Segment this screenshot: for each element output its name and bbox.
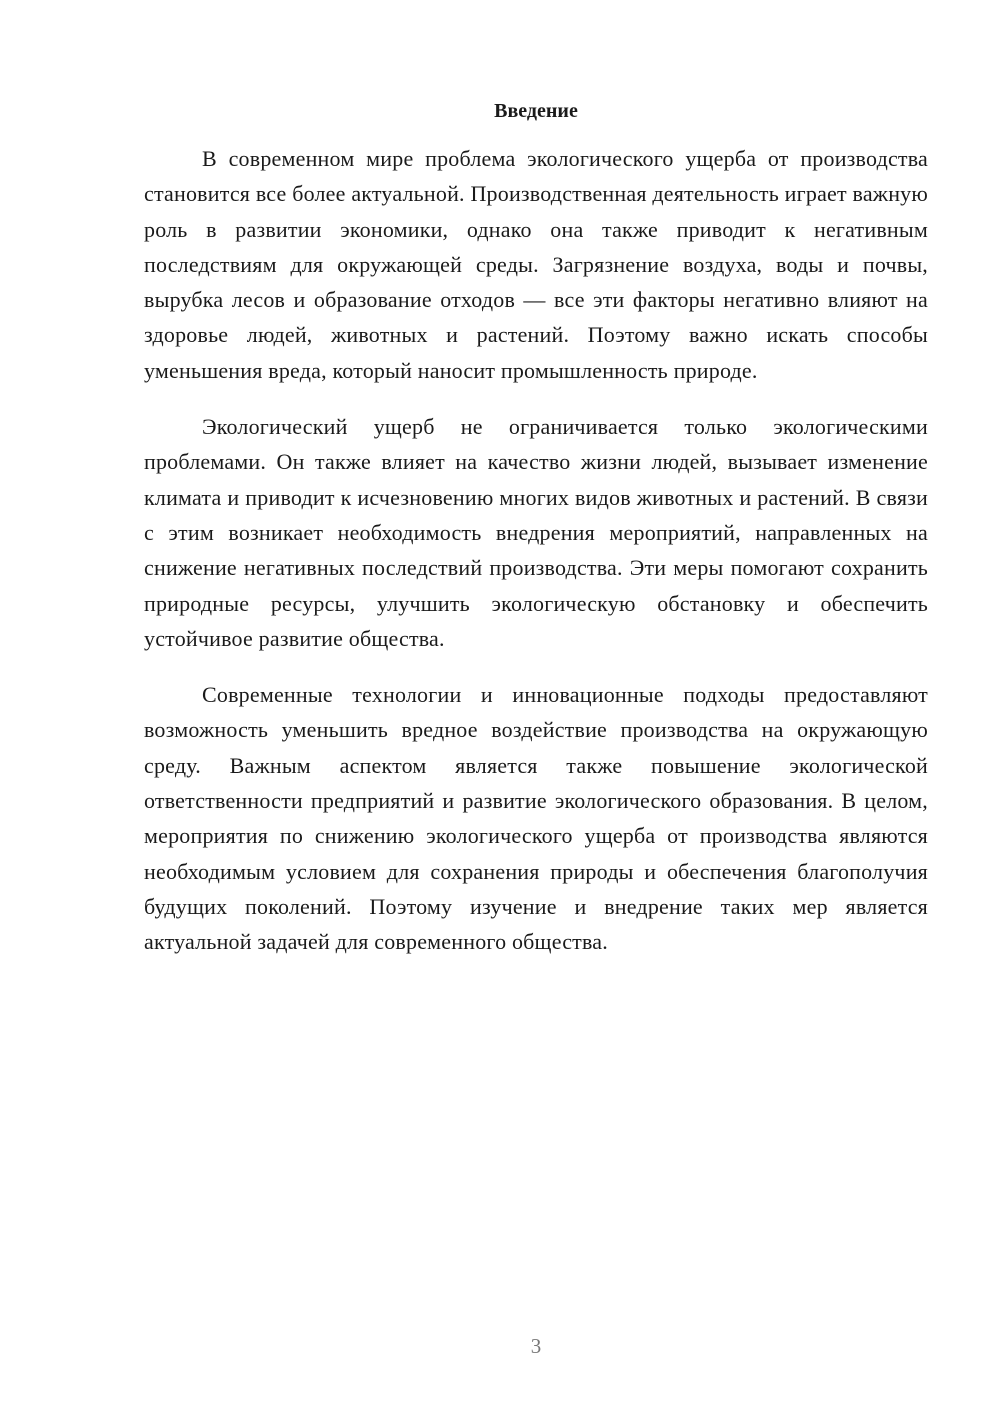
paragraph: Современные технологии и инновационные подходы предоставляют возможность уменьшить вредное воздействие производства на окружающую среду. Важным аспектом является также повышение экологической ответственности предприятий и развитие экологического образования. В целом, мероприятия по снижению экологического ущерба от производства являются необходимым условием для сохранения природы и обеспечения благополучия будущих поколений. Поэтому изучение и внедрение таких мер является актуальной задачей для современного общества. <box>144 682 928 955</box>
section-heading: Введение <box>494 100 578 122</box>
paragraph: В современном мире проблема экологического ущерба от производства становится все более актуальной. Производственная деятельность играет важную роль в развитии экономики, однако она также приводит к негативным последствиям для окружающей среды. Загрязнение воздуха, воды и почвы, вырубка лесов и образование отходов — все эти факторы негативно влияют на здоровье людей, животных и растений. Поэтому важно искать способы уменьшения вреда, который наносит промышленность природе. <box>144 146 928 383</box>
page-number: 3 <box>530 1334 542 1358</box>
body-text <box>144 141 928 981</box>
paragraph: Экологический ущерб не ограничивается только экологическими проблемами. Он также влияет на качество жизни людей, вызывает изменение климата и приводит к исчезновению многих видов животных и растений. В связи с этим возникает необходимость внедрения мероприятий, направленных на снижение негативных последствий производства. Эти меры помогают сохранить природные ресурсы, улучшить экологическую обстановку и обеспечить устойчивое развитие общества. <box>144 414 928 651</box>
